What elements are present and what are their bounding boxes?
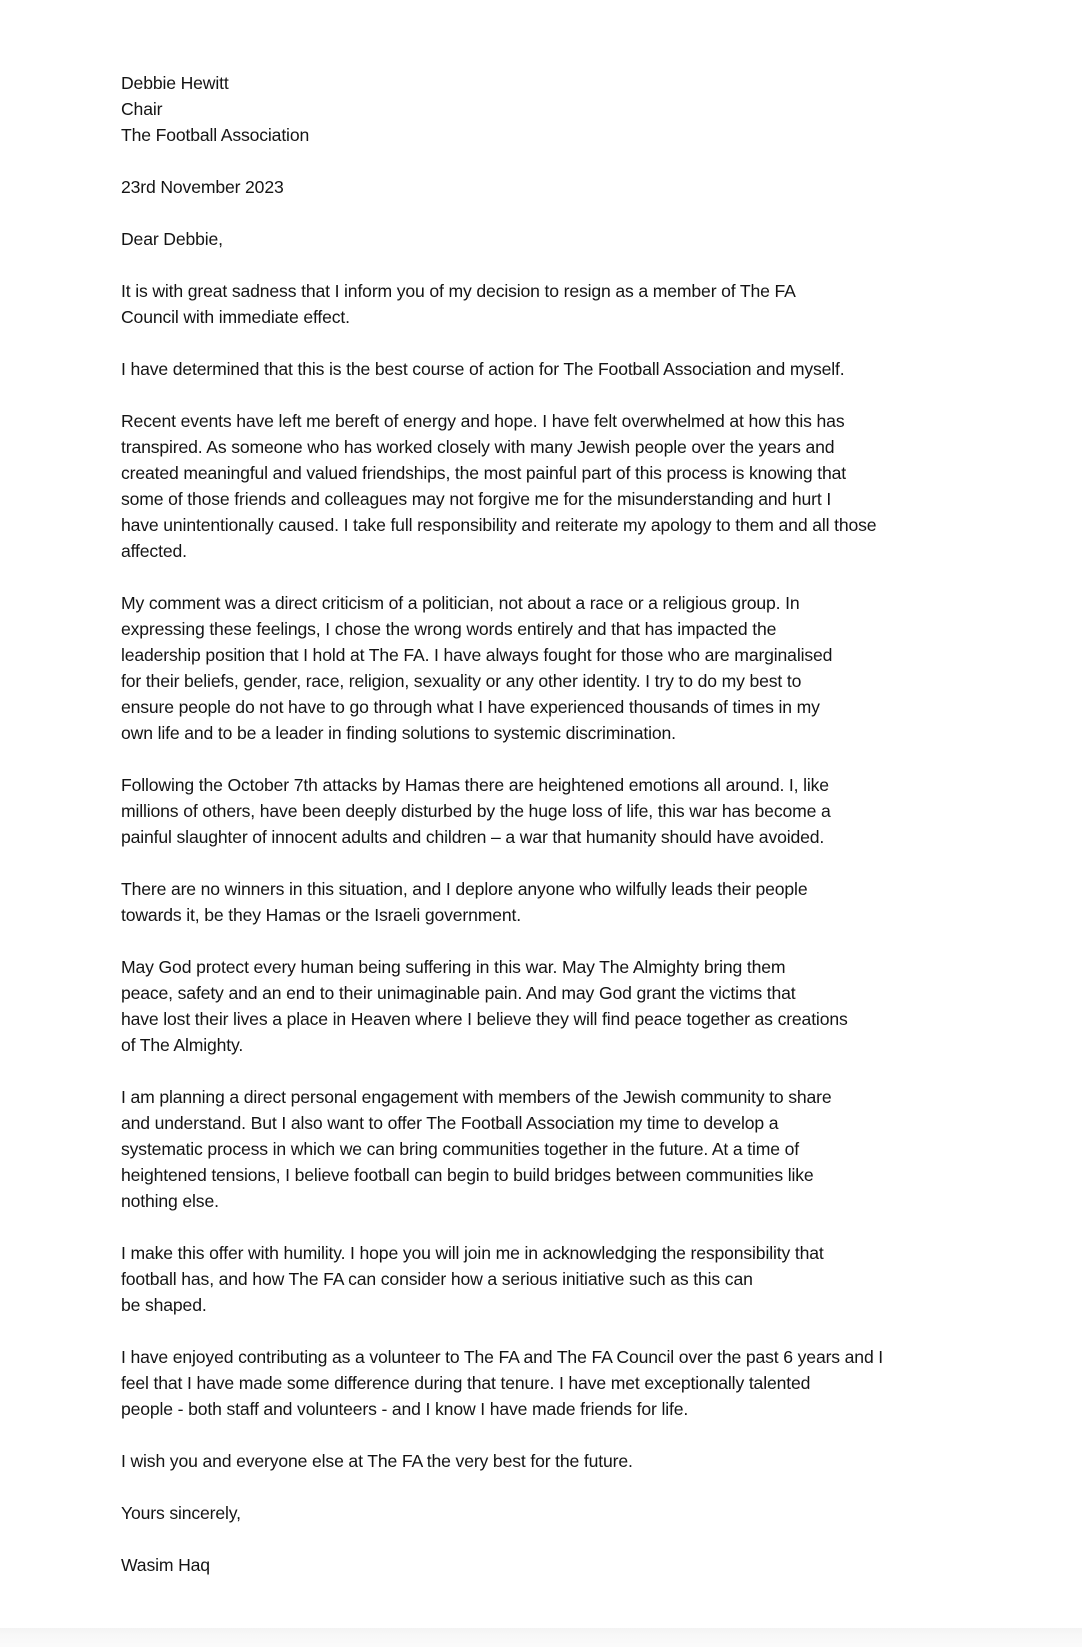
signature-name: Wasim Haq	[121, 1555, 210, 1575]
paragraph-line: affected.	[121, 541, 187, 561]
paragraph-course-of-action	[121, 356, 1021, 382]
letter-date-block	[121, 174, 1021, 200]
paragraph-line: My comment was a direct criticism of a politician, not about a race or a religious group. In	[121, 593, 800, 613]
paragraph-line: heightened tensions, I believe football can begin to build bridges between communities like	[121, 1165, 814, 1185]
recipient-address	[121, 70, 1021, 148]
paragraph-line: created meaningful and valued friendships, the most painful part of this process is knowing that	[121, 463, 846, 483]
paragraph-line: I have enjoyed contributing as a volunteer to The FA and The FA Council over the past 6 years and I	[121, 1347, 884, 1367]
paragraph-no-winners	[121, 876, 1021, 928]
paragraph-line: have unintentionally caused. I take full responsibility and reiterate my apology to them and all those	[121, 515, 877, 535]
paragraph-line: I make this offer with humility. I hope you will join me in acknowledging the responsibility that	[121, 1243, 824, 1263]
page-bottom-edge	[0, 1628, 1082, 1647]
paragraph-line: Following the October 7th attacks by Hamas there are heightened emotions all around. I, like	[121, 775, 829, 795]
paragraph-line: feel that I have made some difference during that tenure. I have met exceptionally talented	[121, 1373, 811, 1393]
paragraph-line: I have determined that this is the best course of action for The Football Association and myself.	[121, 359, 845, 379]
paragraph-line: own life and to be a leader in finding solutions to systemic discrimination.	[121, 723, 676, 743]
paragraph-my-comment	[121, 590, 1021, 746]
paragraph-line: transpired. As someone who has worked closely with many Jewish people over the years and	[121, 437, 835, 457]
paragraph-line: ensure people do not have to go through what I have experienced thousands of times in my	[121, 697, 820, 717]
paragraph-enjoyed-contributing	[121, 1344, 1021, 1422]
paragraph-line: towards it, be they Hamas or the Israeli government.	[121, 905, 521, 925]
paragraph-line: football has, and how The FA can consider how a serious initiative such as this can	[121, 1269, 753, 1289]
paragraph-line: leadership position that I hold at The FA. I have always fought for those who are marginalised	[121, 645, 833, 665]
paragraph-prayer	[121, 954, 1021, 1058]
paragraph-line: have lost their lives a place in Heaven where I believe they will find peace together as creations	[121, 1009, 848, 1029]
paragraph-engagement-plan	[121, 1084, 1021, 1214]
paragraph-line: millions of others, have been deeply disturbed by the huge loss of life, this war has become a	[121, 801, 831, 821]
signature-block	[121, 1552, 1021, 1578]
paragraph-line: for their beliefs, gender, race, religion, sexuality or any other identity. I try to do my best to	[121, 671, 802, 691]
paragraph-resignation	[121, 278, 1021, 330]
salutation-block	[121, 226, 1021, 252]
paragraph-recent-events	[121, 408, 1021, 564]
recipient-organisation: The Football Association	[121, 125, 310, 145]
paragraph-line: Recent events have left me bereft of energy and hope. I have felt overwhelmed at how this has	[121, 411, 845, 431]
paragraph-line: some of those friends and colleagues may not forgive me for the misunderstanding and hurt I	[121, 489, 832, 509]
paragraph-line: be shaped.	[121, 1295, 207, 1315]
paragraph-line: of The Almighty.	[121, 1035, 244, 1055]
paragraph-line: Council with immediate effect.	[121, 307, 350, 327]
salutation: Dear Debbie,	[121, 229, 223, 249]
paragraph-line: people - both staff and volunteers - and I know I have made friends for life.	[121, 1399, 689, 1419]
paragraph-line: painful slaughter of innocent adults and children – a war that humanity should have avoided.	[121, 827, 825, 847]
paragraph-line: systematic process in which we can bring communities together in the future. At a time of	[121, 1139, 800, 1159]
paragraph-line: I am planning a direct personal engagement with members of the Jewish community to share	[121, 1087, 832, 1107]
paragraph-line: There are no winners in this situation, and I deplore anyone who wilfully leads their people	[121, 879, 808, 899]
paragraph-line: expressing these feelings, I chose the wrong words entirely and that has impacted the	[121, 619, 777, 639]
recipient-title: Chair	[121, 99, 163, 119]
paragraph-best-wishes	[121, 1448, 1021, 1474]
closing: Yours sincerely,	[121, 1503, 241, 1523]
paragraph-line: peace, safety and an end to their unimaginable pain. And may God grant the victims that	[121, 983, 796, 1003]
paragraph-line: nothing else.	[121, 1191, 219, 1211]
resignation-letter	[121, 70, 1021, 1578]
paragraph-line: I wish you and everyone else at The FA the very best for the future.	[121, 1451, 633, 1471]
closing-block	[121, 1500, 1021, 1526]
paragraph-october-attacks	[121, 772, 1021, 850]
paragraph-line: May God protect every human being suffering in this war. May The Almighty bring them	[121, 957, 786, 977]
paragraph-line: It is with great sadness that I inform you of my decision to resign as a member of The FA	[121, 281, 796, 301]
letter-date: 23rd November 2023	[121, 177, 284, 197]
paragraph-offer-humility	[121, 1240, 1021, 1318]
recipient-name: Debbie Hewitt	[121, 73, 229, 93]
paragraph-line: and understand. But I also want to offer The Football Association my time to develop a	[121, 1113, 779, 1133]
